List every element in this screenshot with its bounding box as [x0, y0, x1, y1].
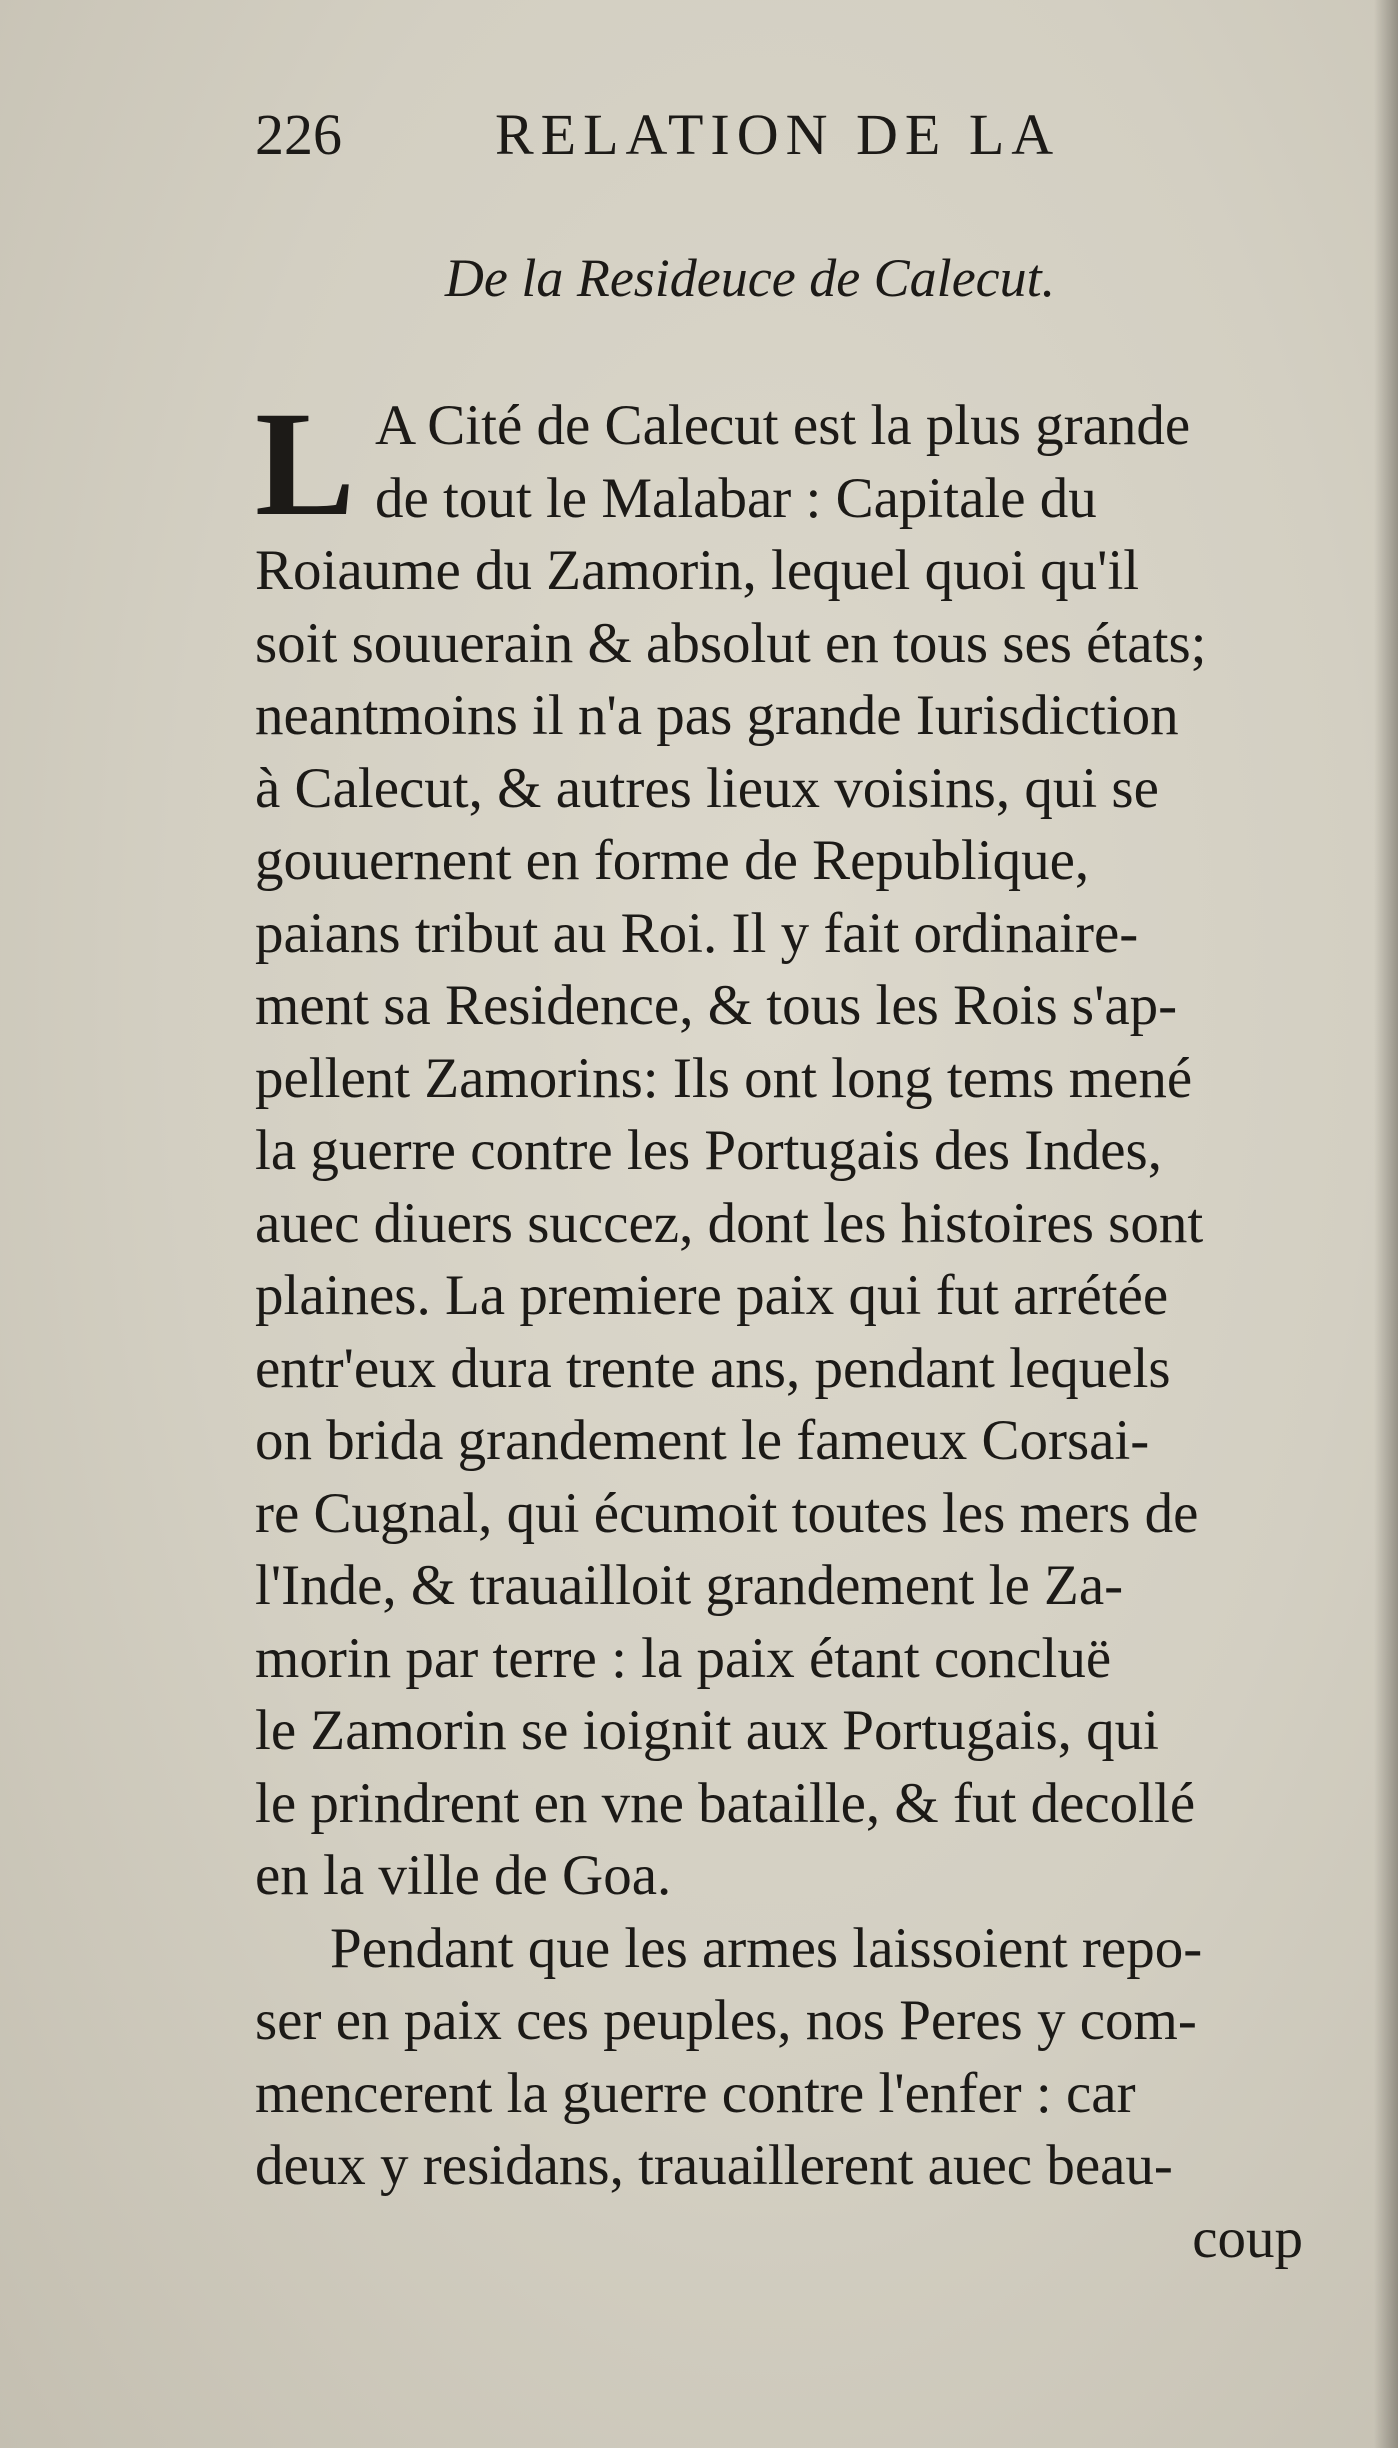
- paragraph-1: [255, 381, 1335, 1913]
- text-line: paians tribut au Roi. Il y fait ordinaire-: [255, 901, 1139, 965]
- text-line: gouuernent en forme de Republique,: [255, 829, 1090, 892]
- text-line: Roiaume du Zamorin, lequel quoi qu'il: [255, 539, 1140, 602]
- catchword: coup: [1192, 2206, 1303, 2270]
- body-text: [255, 381, 1335, 2275]
- page-header: [255, 100, 1155, 170]
- text-line: auec diuers succez, dont les histoires sont: [255, 1191, 1204, 1255]
- text-line: plaines. La premiere paix qui fut arrétée: [255, 1264, 1169, 1327]
- text-line: en la ville de Goa.: [255, 1844, 672, 1907]
- text-line: L A Cité de Calecut est la plus grande: [255, 381, 1191, 547]
- text-line: mencerent la guerre contre l'enfer : car: [255, 2061, 1136, 2125]
- running-head: RELATION DE LA: [495, 102, 1061, 167]
- text-line: ser en paix ces peuples, nos Peres y com-: [255, 1989, 1197, 2052]
- page-number: 226: [255, 102, 342, 167]
- text-line: Pendant que les armes laissoient repo-: [330, 1916, 1203, 1980]
- text-line: pellent Zamorins: Ils ont long tems mené: [255, 1046, 1193, 1110]
- text-line: entr'eux dura trente ans, pendant lequels: [255, 1336, 1171, 1400]
- text-line: l'Inde, & trauailloit grandement le Za-: [255, 1554, 1124, 1617]
- text-line: ment sa Residence, & tous les Rois s'ap-: [255, 974, 1178, 1037]
- text-line: à Calecut, & autres lieux voisins, qui se: [255, 756, 1159, 820]
- text-line: on brida grandement le fameux Corsai-: [255, 1409, 1150, 1472]
- text-line: deux y residans, trauaillerent auec beau-: [255, 2134, 1173, 2197]
- section-title: De la Resideuce de Calecut.: [444, 248, 1056, 308]
- text-line: de tout le Malabar : Capitale du: [375, 466, 1097, 530]
- drop-cap: L: [255, 381, 356, 547]
- paragraph-2: [255, 1913, 1335, 2203]
- text-line: morin par terre : la paix étant concluë: [255, 1626, 1112, 1690]
- text-line: re Cugnal, qui écumoit toutes les mers de: [255, 1481, 1199, 1545]
- text-line: la guerre contre les Portugais des Indes,: [255, 1119, 1162, 1182]
- text-line: le Zamorin se ioignit aux Portugais, qui: [255, 1699, 1159, 1762]
- text-line: neantmoins il n'a pas grande Iurisdiction: [255, 684, 1179, 747]
- text-line: soit souuerain & absolut en tous ses états;: [255, 611, 1207, 675]
- text-line: le prindrent en vne bataille, & fut decollé: [255, 1771, 1196, 1835]
